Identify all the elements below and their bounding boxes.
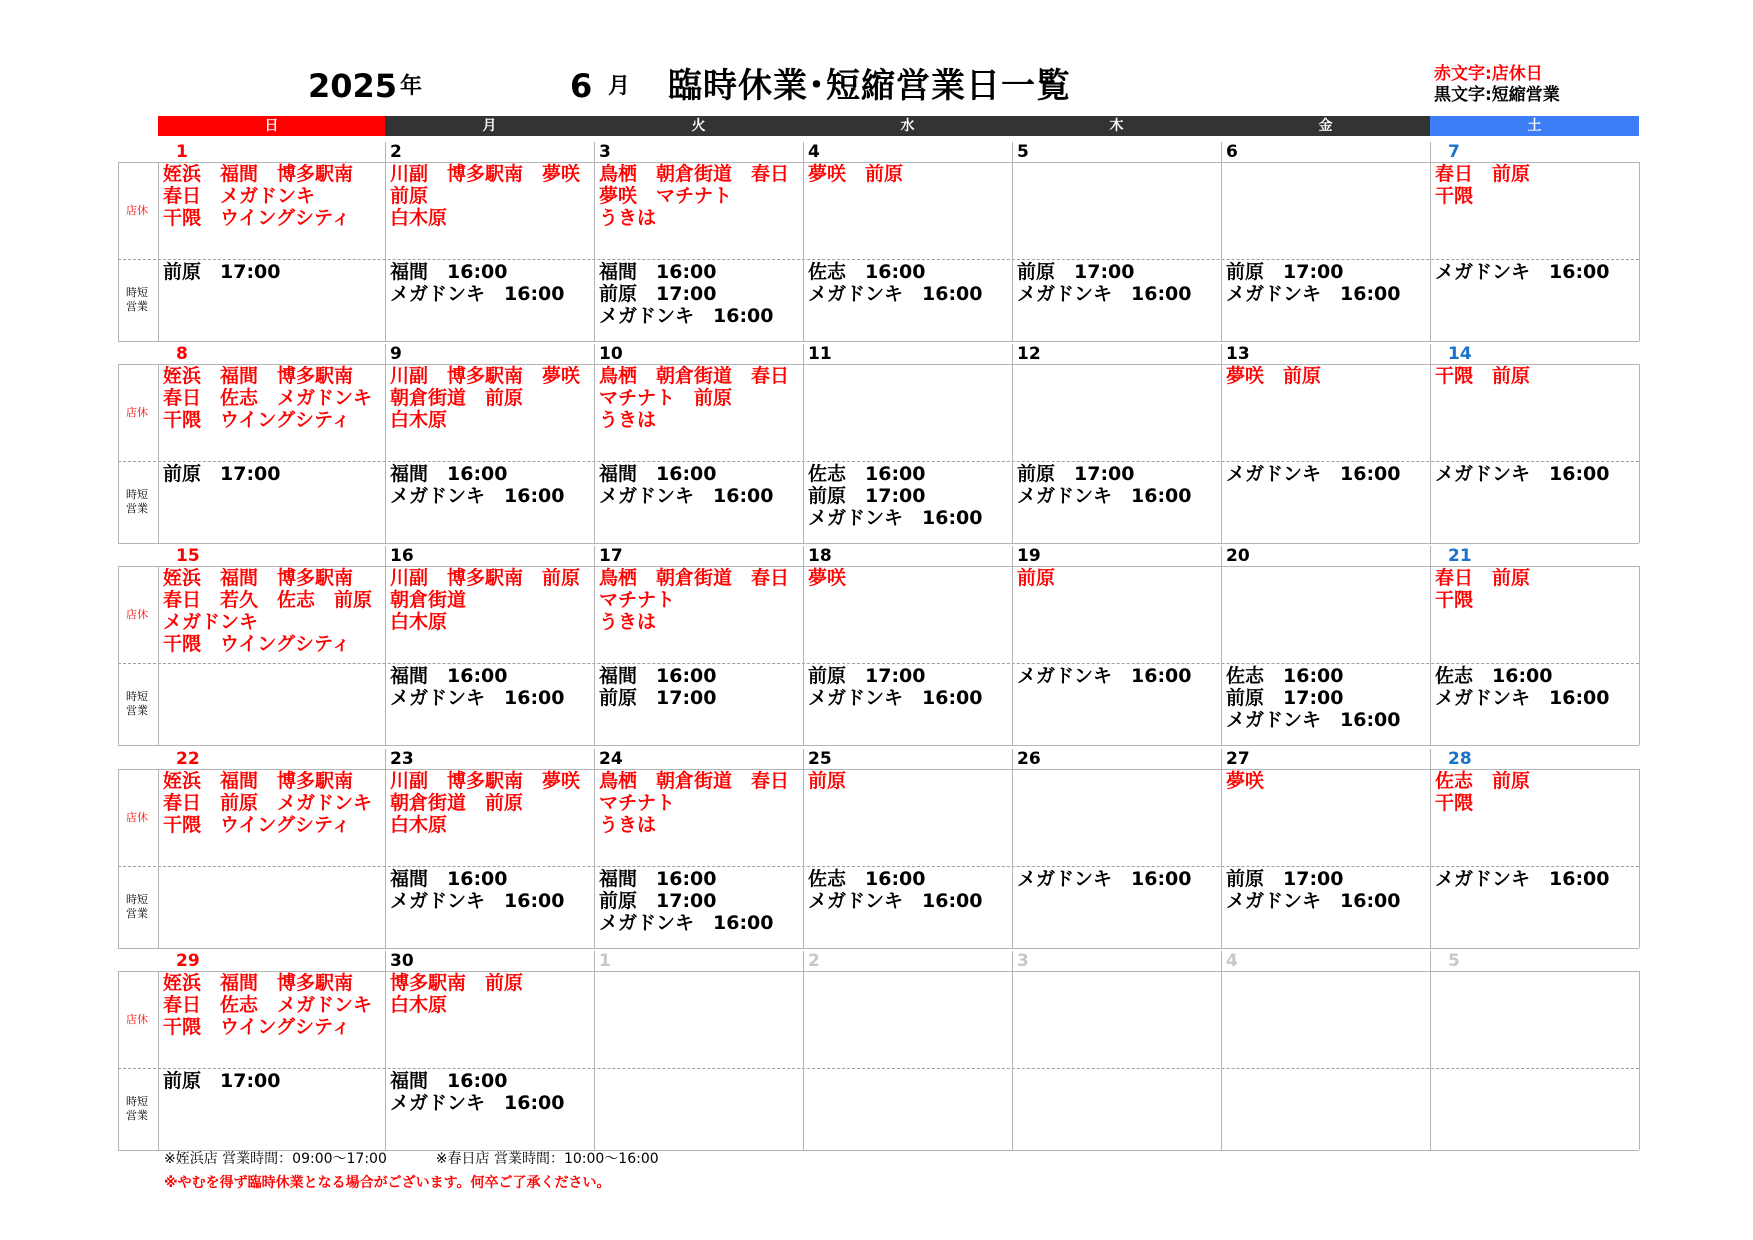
short-hours-line: 前原 17:00: [599, 687, 717, 709]
closed-stores: [390, 365, 580, 431]
closed-stores: [390, 163, 580, 229]
closed-store-line: 白木原: [390, 409, 448, 431]
closed-stores: [390, 770, 580, 836]
row-label-short: 時短 営業: [126, 286, 148, 313]
closed-store-line: 春日 前原: [1435, 567, 1531, 589]
grid-line: [158, 162, 159, 341]
short-hours-line: 前原 17:00: [1226, 261, 1344, 283]
short-hours-line: メガドンキ 16:00: [808, 283, 983, 305]
grid-line: [118, 364, 119, 543]
grid-line: [1221, 142, 1222, 341]
closed-store-line: メガドンキ: [163, 611, 259, 633]
grid-line: [1430, 344, 1431, 543]
row-label-short: 時短 営業: [126, 690, 148, 717]
closed-store-line: 干隈: [1435, 589, 1474, 611]
date-number: 25: [808, 749, 832, 769]
grid-line: [594, 546, 595, 745]
grid-line: [1221, 546, 1222, 745]
closed-store-line: うきは: [599, 207, 657, 229]
closed-store-line: 姪浜 福間 博多駅南: [163, 365, 354, 387]
grid-line: [594, 344, 595, 543]
closed-store-line: 朝倉街道: [390, 589, 467, 611]
short-hours-stores: [808, 665, 982, 709]
closed-store-line: 白木原: [390, 611, 448, 633]
date-number: 27: [1226, 749, 1250, 769]
date-number: 1: [599, 951, 611, 971]
short-hours-stores: [390, 463, 564, 507]
short-hours-line: メガドンキ 16:00: [1435, 687, 1610, 709]
closed-stores: [1226, 770, 1264, 792]
closed-stores: [163, 567, 372, 655]
grid-line: [1430, 142, 1431, 341]
closed-stores: [163, 163, 353, 229]
short-hours-stores: [1017, 261, 1191, 305]
grid-line-dashed: [118, 259, 1639, 260]
date-number: 11: [808, 344, 832, 364]
closed-store-line: 姪浜 福間 博多駅南: [163, 770, 354, 792]
closed-store-line: 夢咲: [1226, 770, 1265, 792]
date-number: 7: [1448, 142, 1460, 162]
closed-store-line: 干隈 ウイングシティ: [163, 409, 351, 431]
closed-store-line: 鳥栖 朝倉街道 春日: [599, 770, 790, 792]
grid-line: [1012, 546, 1013, 745]
grid-line: [1639, 162, 1640, 341]
grid-line: [1430, 546, 1431, 745]
short-hours-stores: [808, 868, 982, 912]
closed-store-line: 夢咲 マチナト: [599, 185, 733, 207]
short-hours-line: メガドンキ 16:00: [1017, 283, 1192, 305]
grid-line: [1430, 951, 1431, 1150]
footer-hours: [164, 1150, 659, 1168]
row-label-closed: 店休: [126, 405, 148, 419]
date-number: 3: [1017, 951, 1029, 971]
grid-line: [118, 769, 119, 948]
short-hours-stores: [599, 868, 773, 934]
short-hours-line: 福間 16:00: [599, 868, 717, 890]
closed-store-line: 姪浜 福間 博多駅南: [163, 163, 354, 185]
short-hours-line: 前原 17:00: [1017, 261, 1135, 283]
weekday-header-3: 水: [803, 116, 1012, 136]
closed-store-line: 川副 博多駅南 夢咲: [390, 770, 581, 792]
grid-line: [803, 546, 804, 745]
short-hours-line: 前原 17:00: [599, 890, 717, 912]
closed-stores: [808, 163, 903, 185]
short-hours-stores: [1226, 463, 1400, 485]
grid-line: [385, 344, 386, 543]
closed-store-line: 鳥栖 朝倉街道 春日: [599, 567, 790, 589]
grid-line: [1221, 749, 1222, 948]
grid-line: [1639, 769, 1640, 948]
weekday-header-6: 土: [1430, 116, 1639, 136]
grid-line: [1012, 344, 1013, 543]
weekday-header-0: 日: [158, 116, 385, 136]
date-number: 5: [1448, 951, 1460, 971]
date-number: 23: [390, 749, 414, 769]
short-hours-line: メガドンキ 16:00: [390, 890, 565, 912]
date-number: 29: [176, 951, 200, 971]
closed-store-line: 春日 佐志 メガドンキ: [163, 994, 373, 1016]
short-hours-line: メガドンキ 16:00: [808, 507, 983, 529]
short-hours-line: 福間 16:00: [390, 868, 508, 890]
short-hours-line: 前原 17:00: [163, 463, 281, 485]
row-label-short: 時短 営業: [126, 893, 148, 920]
grid-line: [1012, 749, 1013, 948]
grid-line: [803, 344, 804, 543]
grid-line: [158, 971, 159, 1150]
closed-store-line: 博多駅南 前原: [390, 972, 524, 994]
closed-store-line: 春日 メガドンキ: [163, 185, 316, 207]
closed-stores: [390, 567, 580, 633]
date-number: 17: [599, 546, 623, 566]
closed-store-line: マチナト: [599, 792, 676, 814]
short-hours-stores: [1435, 463, 1609, 485]
short-hours-line: メガドンキ 16:00: [390, 485, 565, 507]
grid-line: [118, 948, 1639, 949]
grid-line: [803, 749, 804, 948]
short-hours-line: 佐志 16:00: [1226, 665, 1344, 687]
short-hours-stores: [390, 1070, 564, 1114]
short-hours-line: メガドンキ 16:00: [1017, 665, 1192, 687]
legend-black: 黒文字:短縮営業: [1434, 85, 1560, 105]
short-hours-stores: [1435, 665, 1609, 709]
closed-store-line: うきは: [599, 409, 657, 431]
grid-line: [1012, 951, 1013, 1150]
short-hours-line: メガドンキ 16:00: [390, 1092, 565, 1114]
short-hours-line: メガドンキ 16:00: [1017, 868, 1192, 890]
short-hours-line: メガドンキ 16:00: [1017, 485, 1192, 507]
grid-line-dashed: [118, 1068, 1639, 1069]
date-number: 21: [1448, 546, 1472, 566]
short-hours-stores: [1226, 665, 1400, 731]
grid-line: [385, 142, 386, 341]
short-hours-line: メガドンキ 16:00: [390, 283, 565, 305]
date-number: 6: [1226, 142, 1238, 162]
row-label-closed: 店休: [126, 607, 148, 621]
short-hours-stores: [390, 261, 564, 305]
short-hours-line: 福間 16:00: [599, 463, 717, 485]
grid-line: [118, 566, 119, 745]
date-number: 30: [390, 951, 414, 971]
footer-note: ※やむを得ず臨時休業となる場合がございます。何卒ご了承ください。: [164, 1175, 611, 1191]
closed-store-line: 干隈 ウイングシティ: [163, 207, 351, 229]
date-number: 16: [390, 546, 414, 566]
grid-line: [118, 971, 119, 1150]
closed-stores: [1435, 163, 1530, 207]
page-title: 臨時休業･短縮営業日一覧: [668, 66, 1071, 106]
grid-line: [594, 749, 595, 948]
short-hours-stores: [599, 463, 773, 507]
closed-stores: [599, 567, 789, 633]
footer-hours-meinohama: ※姪浜店 営業時間：09:00～17:00: [164, 1151, 387, 1167]
closed-store-line: 干隈: [1435, 185, 1474, 207]
grid-line: [385, 749, 386, 948]
short-hours-stores: [808, 463, 982, 529]
closed-stores: [390, 972, 523, 1016]
date-number: 10: [599, 344, 623, 364]
row-label-closed: 店休: [126, 203, 148, 217]
header-year: 2025: [308, 67, 398, 105]
grid-line: [158, 566, 159, 745]
short-hours-stores: [163, 1070, 280, 1092]
closed-stores: [599, 365, 789, 431]
grid-line: [1430, 749, 1431, 948]
short-hours-line: 福間 16:00: [390, 463, 508, 485]
short-hours-line: 前原 17:00: [599, 283, 717, 305]
closed-store-line: 川副 博多駅南 前原: [390, 567, 581, 589]
short-hours-line: 前原 17:00: [808, 485, 926, 507]
date-number: 19: [1017, 546, 1041, 566]
short-hours-line: メガドンキ 16:00: [1435, 261, 1610, 283]
date-number: 18: [808, 546, 832, 566]
closed-store-line: 白木原: [390, 207, 448, 229]
short-hours-line: 前原 17:00: [808, 665, 926, 687]
grid-line: [1012, 142, 1013, 341]
closed-store-line: 干隈: [1435, 792, 1474, 814]
weekday-header-5: 金: [1221, 116, 1430, 136]
grid-line: [803, 142, 804, 341]
closed-store-line: 干隈 前原: [1435, 365, 1531, 387]
date-number: 1: [176, 142, 188, 162]
closed-store-line: 川副 博多駅南 夢咲: [390, 365, 581, 387]
closed-stores: [163, 972, 372, 1038]
closed-stores: [599, 163, 789, 229]
short-hours-line: 佐志 16:00: [808, 463, 926, 485]
short-hours-line: メガドンキ 16:00: [599, 912, 774, 934]
short-hours-line: メガドンキ 16:00: [808, 687, 983, 709]
header-year-unit: 年: [400, 74, 423, 99]
date-number: 15: [176, 546, 200, 566]
closed-store-line: 白木原: [390, 814, 448, 836]
closed-stores: [163, 365, 372, 431]
short-hours-line: メガドンキ 16:00: [1226, 283, 1401, 305]
short-hours-line: 福間 16:00: [390, 665, 508, 687]
row-label-closed: 店休: [126, 1012, 148, 1026]
short-hours-line: 佐志 16:00: [808, 261, 926, 283]
closed-store-line: 春日 前原: [1435, 163, 1531, 185]
date-number: 13: [1226, 344, 1250, 364]
short-hours-line: メガドンキ 16:00: [1226, 890, 1401, 912]
short-hours-stores: [599, 261, 773, 327]
closed-stores: [808, 770, 846, 792]
short-hours-stores: [390, 665, 564, 709]
grid-line-dashed: [118, 663, 1639, 664]
closed-store-line: 夢咲 前原: [1226, 365, 1322, 387]
date-number: 2: [390, 142, 402, 162]
row-label-closed: 店休: [126, 810, 148, 824]
date-number: 2: [808, 951, 820, 971]
short-hours-line: 福間 16:00: [390, 261, 508, 283]
short-hours-line: 前原 17:00: [163, 1070, 281, 1092]
grid-line: [158, 364, 159, 543]
closed-stores: [808, 567, 846, 589]
grid-line: [158, 769, 159, 948]
legend-red: 赤文字:店休日: [1434, 64, 1543, 84]
date-number: 14: [1448, 344, 1472, 364]
grid-line: [385, 951, 386, 1150]
short-hours-stores: [599, 665, 716, 709]
short-hours-stores: [1226, 868, 1400, 912]
grid-line: [594, 142, 595, 341]
header-month-unit: 月: [608, 74, 631, 99]
short-hours-stores: [1017, 868, 1191, 890]
short-hours-stores: [390, 868, 564, 912]
short-hours-line: 佐志 16:00: [1435, 665, 1553, 687]
short-hours-line: メガドンキ 16:00: [1435, 463, 1610, 485]
grid-line: [1221, 344, 1222, 543]
closed-stores: [1017, 567, 1055, 589]
date-number: 9: [390, 344, 402, 364]
short-hours-line: メガドンキ 16:00: [808, 890, 983, 912]
closed-store-line: うきは: [599, 611, 657, 633]
closed-store-line: マチナト 前原: [599, 387, 733, 409]
date-number: 24: [599, 749, 623, 769]
short-hours-stores: [1435, 261, 1609, 283]
row-label-short: 時短 営業: [126, 1095, 148, 1122]
short-hours-line: メガドンキ 16:00: [1226, 463, 1401, 485]
closed-store-line: 夢咲 前原: [808, 163, 904, 185]
grid-line: [594, 951, 595, 1150]
date-number: 8: [176, 344, 188, 364]
grid-line-dashed: [118, 866, 1639, 867]
closed-store-line: 佐志 前原: [1435, 770, 1531, 792]
short-hours-stores: [1017, 665, 1191, 687]
grid-line: [118, 745, 1639, 746]
closed-stores: [599, 770, 789, 836]
short-hours-line: 前原 17:00: [163, 261, 281, 283]
short-hours-line: 福間 16:00: [390, 1070, 508, 1092]
short-hours-stores: [1017, 463, 1191, 507]
row-label-short: 時短 営業: [126, 488, 148, 515]
closed-stores: [163, 770, 372, 836]
grid-line: [1639, 971, 1640, 1150]
closed-store-line: 姪浜 福間 博多駅南: [163, 567, 354, 589]
short-hours-stores: [163, 463, 280, 485]
closed-store-line: 朝倉街道 前原: [390, 387, 524, 409]
date-number: 22: [176, 749, 200, 769]
closed-store-line: 前原: [808, 770, 847, 792]
closed-store-line: マチナト: [599, 589, 676, 611]
grid-line: [1639, 364, 1640, 543]
closed-store-line: うきは: [599, 814, 657, 836]
date-number: 28: [1448, 749, 1472, 769]
closed-store-line: 春日 若久 佐志 前原: [163, 589, 373, 611]
short-hours-line: メガドンキ 16:00: [390, 687, 565, 709]
footer-hours-kasuga: ※春日店 営業時間：10:00～16:00: [435, 1151, 659, 1167]
short-hours-stores: [1435, 868, 1609, 890]
date-number: 4: [808, 142, 820, 162]
grid-line: [1639, 566, 1640, 745]
short-hours-line: 福間 16:00: [599, 665, 717, 687]
date-number: 3: [599, 142, 611, 162]
closed-store-line: 春日 佐志 メガドンキ: [163, 387, 373, 409]
short-hours-line: 前原 17:00: [1226, 687, 1344, 709]
short-hours-line: メガドンキ 16:00: [1435, 868, 1610, 890]
closed-stores: [1435, 770, 1530, 814]
closed-store-line: 夢咲: [808, 567, 847, 589]
grid-line: [1221, 951, 1222, 1150]
date-number: 5: [1017, 142, 1029, 162]
closed-store-line: 鳥栖 朝倉街道 春日: [599, 365, 790, 387]
date-number: 4: [1226, 951, 1238, 971]
closed-store-line: 鳥栖 朝倉街道 春日: [599, 163, 790, 185]
header-month: 6: [570, 67, 593, 105]
closed-store-line: 干隈 ウイングシティ: [163, 633, 351, 655]
closed-store-line: 春日 前原 メガドンキ: [163, 792, 373, 814]
weekday-header-1: 月: [385, 116, 594, 136]
short-hours-line: 佐志 16:00: [808, 868, 926, 890]
grid-line: [118, 162, 119, 341]
date-number: 20: [1226, 546, 1250, 566]
date-number: 26: [1017, 749, 1041, 769]
closed-store-line: 干隈 ウイングシティ: [163, 814, 351, 836]
date-number: 12: [1017, 344, 1041, 364]
closed-store-line: 前原: [390, 185, 429, 207]
grid-line: [118, 543, 1639, 544]
short-hours-line: 前原 17:00: [1226, 868, 1344, 890]
grid-line: [803, 951, 804, 1150]
short-hours-line: メガドンキ 16:00: [599, 305, 774, 327]
short-hours-line: 福間 16:00: [599, 261, 717, 283]
short-hours-line: メガドンキ 16:00: [1226, 709, 1401, 731]
closed-store-line: 朝倉街道 前原: [390, 792, 524, 814]
closed-stores: [1435, 365, 1530, 387]
grid-line: [385, 546, 386, 745]
weekday-header-2: 火: [594, 116, 803, 136]
short-hours-line: メガドンキ 16:00: [599, 485, 774, 507]
closed-store-line: 前原: [1017, 567, 1056, 589]
grid-line: [118, 341, 1639, 342]
closed-store-line: 干隈 ウイングシティ: [163, 1016, 351, 1038]
closed-stores: [1435, 567, 1530, 611]
closed-store-line: 姪浜 福間 博多駅南: [163, 972, 354, 994]
weekday-header-4: 木: [1012, 116, 1221, 136]
closed-stores: [1226, 365, 1321, 387]
short-hours-stores: [1226, 261, 1400, 305]
grid-line-dashed: [118, 461, 1639, 462]
short-hours-line: 前原 17:00: [1017, 463, 1135, 485]
short-hours-stores: [808, 261, 982, 305]
closed-store-line: 白木原: [390, 994, 448, 1016]
closed-store-line: 川副 博多駅南 夢咲: [390, 163, 581, 185]
short-hours-stores: [163, 261, 280, 283]
